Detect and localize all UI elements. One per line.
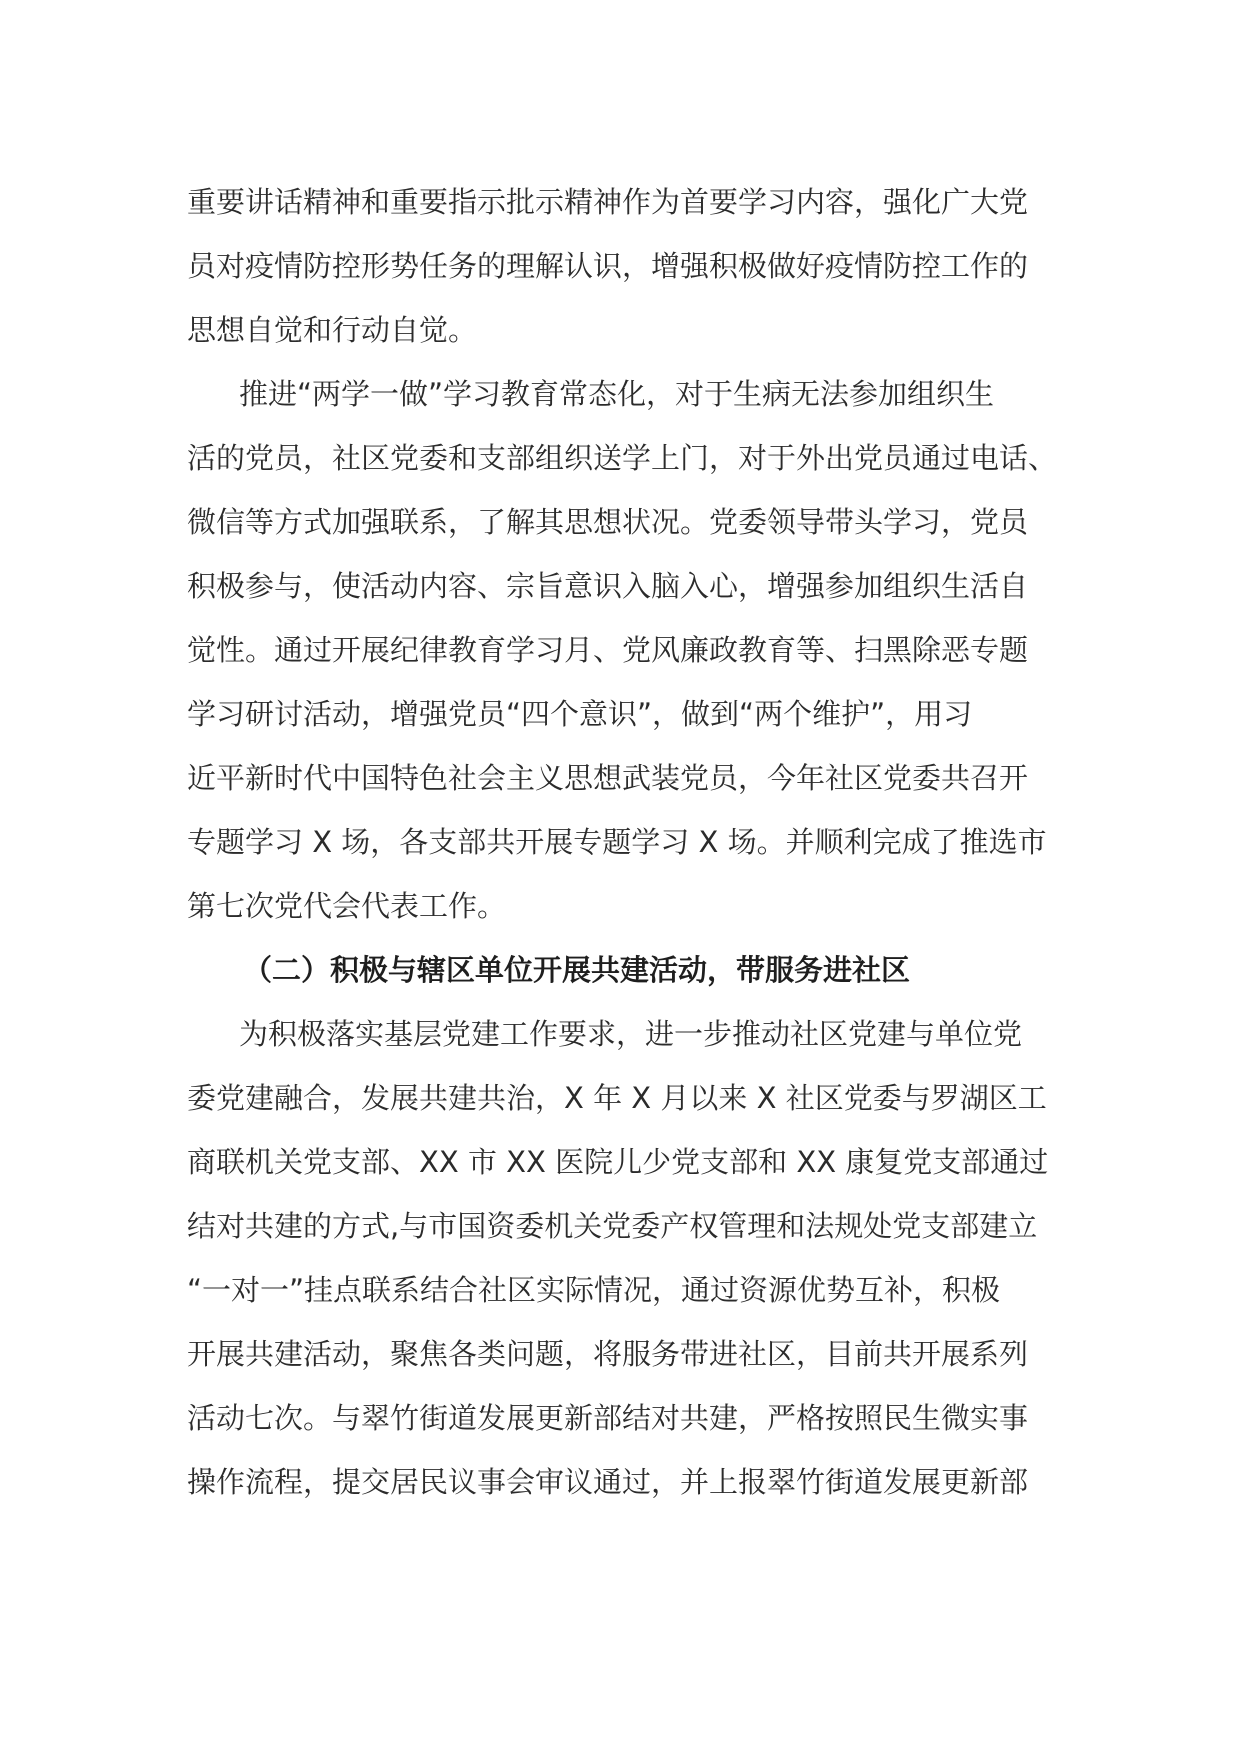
paragraph-line: 为积极落实基层党建工作要求，进一步推动社区党建与单位党 (239, 1017, 1023, 1051)
paragraph-line: 思想自觉和行动自觉。 (187, 313, 478, 347)
paragraph-line: “一对一”挂点联系结合社区实际情况，通过资源优势互补，积极 (187, 1273, 1001, 1307)
paragraph-line: 近平新时代中国特色社会主义思想武装党员，今年社区党委共召开 (187, 761, 1029, 795)
paragraph-line: 活动七次。与翠竹街道发展更新部结对共建，严格按照民生微实事 (187, 1401, 1029, 1435)
paragraph-line: 商联机关党支部、XX 市 XX 医院儿少党支部和 XX 康复党支部通过 (187, 1145, 1049, 1179)
paragraph-line: 觉性。通过开展纪律教育学习月、党风廉政教育等、扫黑除恶专题 (187, 633, 1029, 667)
section-heading-text: （二）积极与辖区单位开展共建活动，带服务进社区 (243, 953, 911, 987)
paragraph-line: 员对疫情防控形势任务的理解认识，增强积极做好疫情防控工作的 (187, 249, 1029, 283)
paragraph-line: 推进“两学一做”学习教育常态化，对于生病无法参加组织生 (239, 377, 995, 411)
paragraph-line: 操作流程，提交居民议事会审议通过，并上报翠竹街道发展更新部 (187, 1465, 1029, 1499)
section-heading (187, 938, 1057, 1002)
paragraph-line: 微信等方式加强联系，了解其思想状况。党委领导带头学习，党员 (187, 505, 1029, 539)
paragraph-line: 结对共建的方式,与市国资委机关党委产权管理和法规处党支部建立 (187, 1209, 1038, 1243)
document-body (187, 170, 1057, 1514)
paragraph-1 (187, 170, 1057, 362)
paragraph-line: 委党建融合，发展共建共治，X 年 X 月以来 X 社区党委与罗湖区工 (187, 1081, 1047, 1115)
paragraph-line: 第七次党代会代表工作。 (187, 889, 507, 923)
paragraph-2 (187, 362, 1057, 938)
paragraph-line: 专题学习 X 场，各支部共开展专题学习 X 场。并顺利完成了推选市 (187, 825, 1047, 859)
paragraph-line: 开展共建活动，聚焦各类问题，将服务带进社区，目前共开展系列 (187, 1337, 1029, 1371)
paragraph-line: 重要讲话精神和重要指示批示精神作为首要学习内容，强化广大党 (187, 185, 1029, 219)
paragraph-line: 活的党员，社区党委和支部组织送学上门，对于外出党员通过电话、 (187, 441, 1058, 475)
paragraph-line: 积极参与，使活动内容、宗旨意识入脑入心，增强参加组织生活自 (187, 569, 1029, 603)
paragraph-3 (187, 1002, 1057, 1514)
paragraph-line: 学习研讨活动，增强党员“四个意识”，做到“两个维护”，用习 (187, 697, 973, 731)
